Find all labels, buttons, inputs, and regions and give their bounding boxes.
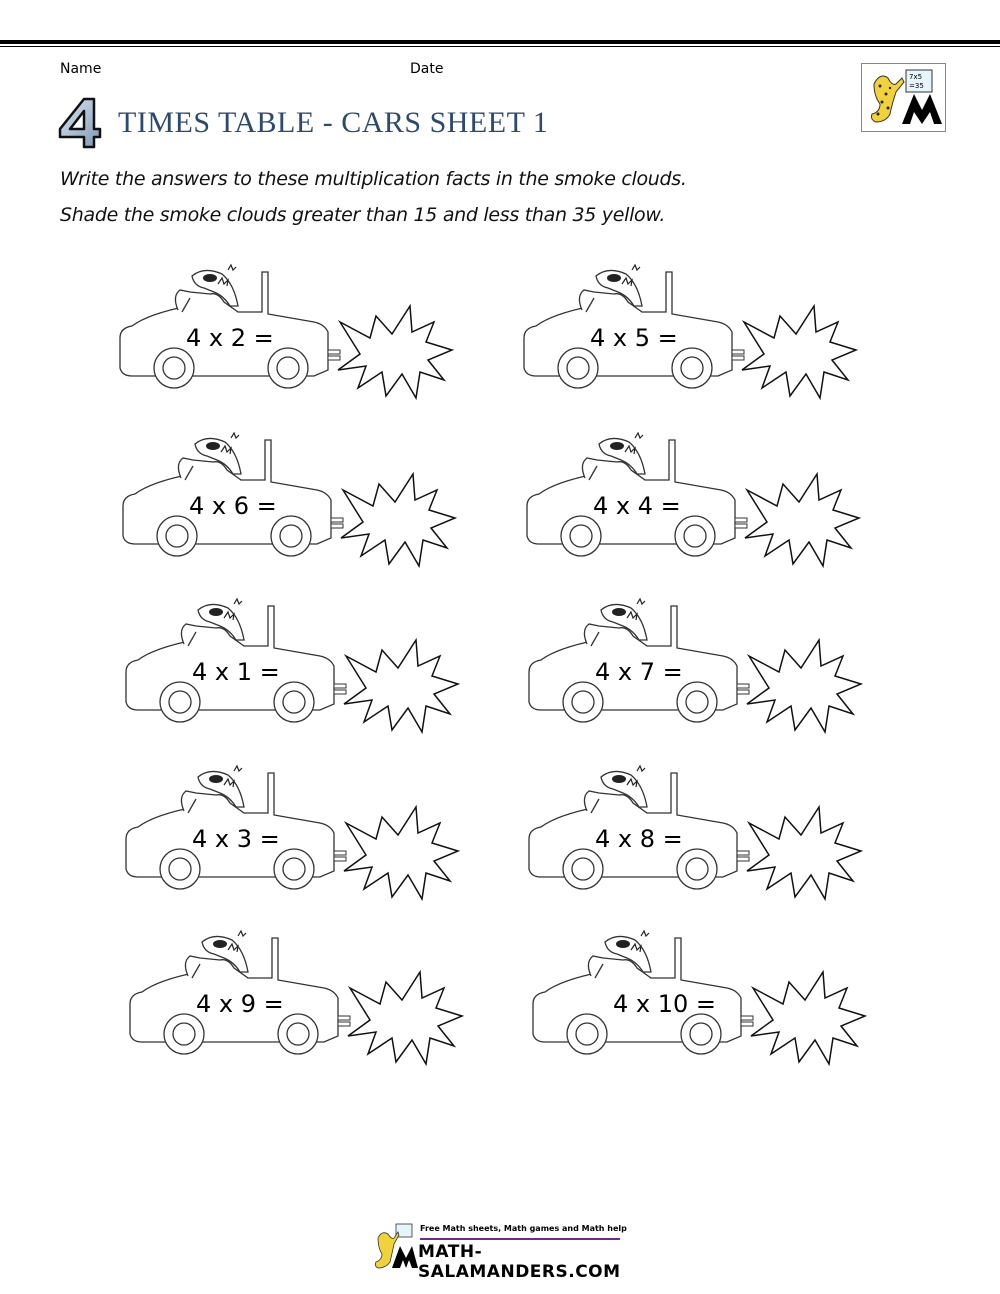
multiplication-fact: 4 x 3 =: [192, 825, 280, 853]
salamander-logo-icon: [862, 64, 945, 131]
multiplication-fact: 4 x 5 =: [590, 324, 678, 352]
svg-text:=35: =35: [909, 82, 924, 90]
multiplication-fact: 4 x 8 =: [595, 825, 683, 853]
date-label: Date: [410, 61, 444, 77]
footer-tagline: Free Math sheets, Math games and Math help: [420, 1224, 627, 1233]
multiplication-fact: 4 x 2 =: [186, 324, 274, 352]
car-problem-1: [118, 262, 458, 392]
car-problem-2: [522, 262, 862, 392]
top-rule-thin: [0, 46, 1000, 47]
multiplication-fact: 4 x 10 =: [613, 990, 717, 1018]
footer-divider: [420, 1238, 620, 1240]
car-problem-6: [527, 596, 867, 726]
instruction-2: Shade the smoke clouds greater than 15 and less than 35 yellow.: [60, 204, 666, 226]
car-problem-5: [124, 596, 464, 726]
car-problem-9: [128, 928, 468, 1058]
name-label: Name: [60, 61, 102, 77]
multiplication-fact: 4 x 9 =: [196, 990, 284, 1018]
car-problem-10: [531, 928, 871, 1058]
multiplication-fact: 4 x 6 =: [189, 492, 277, 520]
footer-logo: [372, 1222, 632, 1282]
car-problem-7: [124, 763, 464, 893]
footer-site-link[interactable]: MATH-SALAMANDERS.COM: [418, 1242, 621, 1282]
instruction-1: Write the answers to these multiplication facts in the smoke clouds.: [60, 168, 687, 190]
number-four-icon: [58, 97, 102, 149]
page-title: TIMES TABLE - CARS SHEET 1: [118, 106, 549, 139]
multiplication-fact: 4 x 4 =: [593, 492, 681, 520]
footer-salamander-icon: [372, 1222, 418, 1270]
salamander-logo: [861, 63, 946, 132]
multiplication-fact: 4 x 7 =: [595, 658, 683, 686]
svg-text:7x5: 7x5: [909, 73, 923, 81]
multiplication-fact: 4 x 1 =: [192, 658, 280, 686]
car-problem-8: [527, 763, 867, 893]
car-problem-4: [525, 430, 865, 560]
car-problem-3: [121, 430, 461, 560]
top-rule: [0, 40, 1000, 44]
